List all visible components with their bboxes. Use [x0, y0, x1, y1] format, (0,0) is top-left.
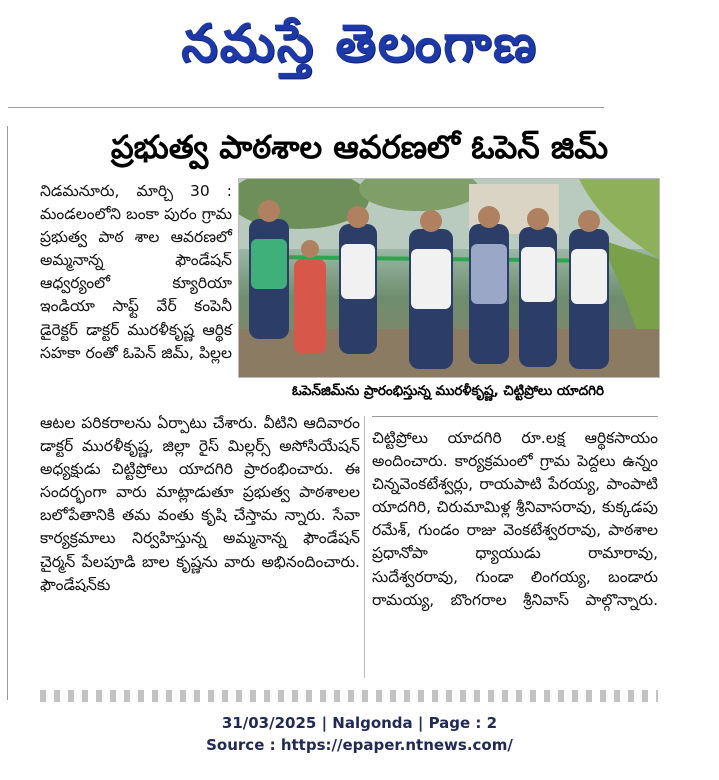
photo-illustration — [239, 179, 659, 377]
footer-source: Source : https://epaper.ntnews.com/ — [206, 736, 513, 754]
article-column-1: నిడమనూరు, మార్చి 30 : మండలంలోని బంకా పురం గ్రామ ప్రభుత్వ పాఠ శాల ఆవరణలో అమ్మనాన్న ఫౌండేషన్ ఆధ్వర్యంలో క్యూరియా ఇండియా సాఫ్ట్ వేర్ కంపెనీ డైరెక్టర్ డాక్టర్ మురళీకృష్ణ ఆర్థిక సహకా రంతో ఓపెన్ జిమ్, పిల్లల — [40, 182, 232, 362]
newspaper-title: నమస్తే తెలంగాణ — [181, 13, 538, 74]
article-photo — [238, 178, 660, 378]
article-column-2: ఆటల పరికరాలను ఏర్పాటు చేశారు. వీటిని ఆదివారం డాక్టర్ మురళీకృష్ణ, జిల్లా రైస్ మిల్లర్స్ అసోసియేషన్ అధ్యక్షుడు చిట్టిప్రోలు యాదగిరి ప్రారంభించారు. ఈ సందర్భంగా వారు మాట్లాడుతూ ప్రభుత్వ పాఠశాలల బలోపేతానికి తమ వంతు కృషి చేస్తామ న్నారు. సేవా కార్యక్రమాలు నిర్వహిస్తున్న అమ్మనాన్న ఫౌండేషన్ చైర్మన్ పేలపూడి బాల కృష్ణను వారు అభినందించారు. ఫౌండేషన్‌కు — [40, 414, 360, 594]
column-divider-top — [372, 416, 658, 417]
column-divider-left — [7, 126, 8, 700]
clipping-edge — [40, 690, 658, 702]
article-column-3: చిట్టిప్రోలు యాదగిరి రూ.లక్ష ఆర్థికసాయం అందించారు. కార్యక్రమంలో గ్రామ పెద్దలు ఉన్నం చిన్నవెంకటేశ్వర్లు, రాయపాటి పేరయ్య, పాంపాటి యాదగిరి, చిరుమామిళ్ల శ్రీనివాసరావు, కుక్కడపు రమేశ్, గుండం రాజు వెంకటేశ్వరరావు, పాఠశాల ప్రధానోపా ధ్యాయుడు రామారావు, సుదేశ్వరరావు, గుండా లింగయ్య, బండారు రామయ్య, బొంగరాల శ్రీనివాస్ పాల్గొన్నారు. — [372, 429, 658, 609]
masthead — [0, 0, 719, 100]
column-divider-middle — [364, 416, 365, 678]
footer — [0, 712, 719, 756]
article-headline: ప్రభుత్వ పాఠశాల ఆవరణలో ఓపెన్ జిమ్ — [110, 128, 609, 166]
header-divider — [8, 107, 604, 108]
photo-caption: ఓపెన్‌జిమ్‌ను ప్రారంభిస్తున్న మురళీకృష్ణ, చిట్టిప్రోలు యాదగిరి — [292, 383, 604, 399]
footer-date-edition: 31/03/2025 | Nalgonda | Page : 2 — [221, 714, 498, 732]
